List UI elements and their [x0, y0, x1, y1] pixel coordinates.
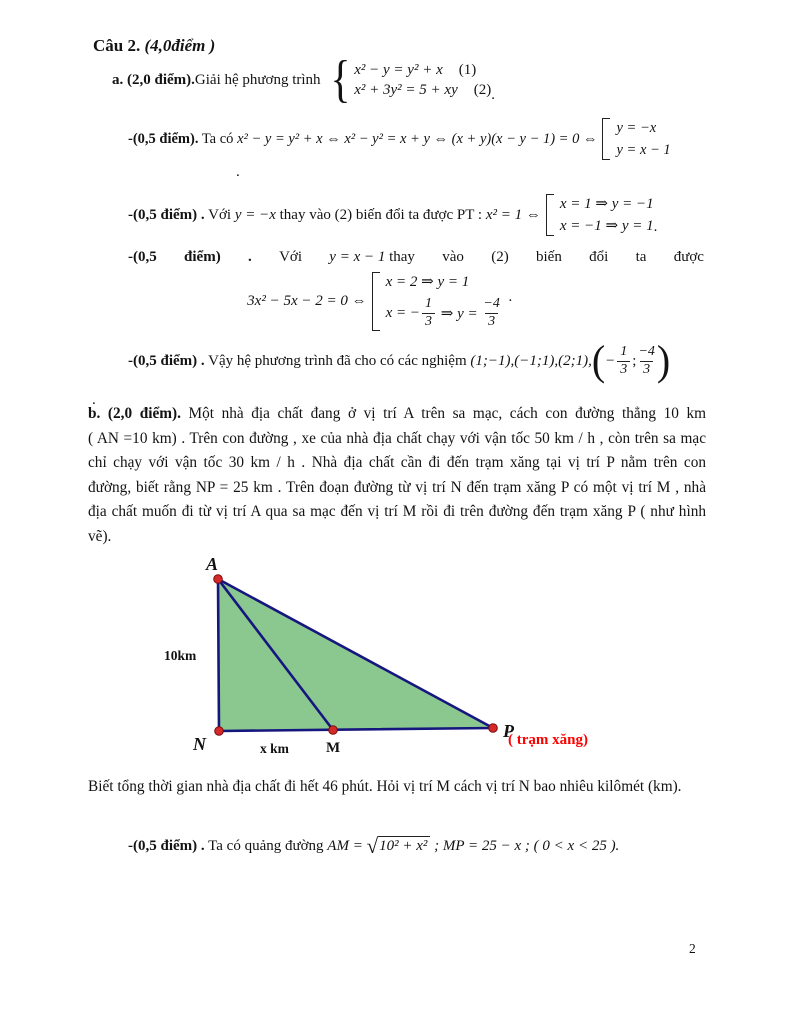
radical-sign: √ — [366, 834, 379, 858]
step-3-math-group — [329, 249, 415, 266]
page-number: 2 — [689, 941, 696, 956]
eq2-math: x² + 3y² = 5 + xy — [354, 81, 458, 98]
triangle-ANP — [218, 579, 493, 731]
part-a-intro: Giải hệ phương trình — [194, 71, 325, 88]
step-2-math1: y = −x — [234, 206, 276, 223]
question-heading — [93, 36, 215, 56]
step-3-word: được — [673, 249, 704, 265]
step-5-math2: ; MP = 25 − x ; ( 0 < x < 25 ). — [430, 838, 620, 854]
step-3-word: điểm) — [184, 249, 221, 265]
system-eq1 — [354, 62, 491, 79]
fraction — [422, 296, 435, 331]
lone-period-2: . — [92, 392, 96, 408]
left-bracket — [546, 194, 554, 236]
label-P: P — [503, 721, 514, 741]
eq1-tag: (1) — [458, 61, 477, 78]
center-equation-wrap — [0, 272, 792, 331]
square-root — [367, 836, 431, 857]
case-line: y = x − 1 — [616, 142, 671, 158]
step-1 — [128, 118, 671, 160]
step-4 — [128, 337, 671, 385]
question-number: Câu 2. — [93, 36, 141, 55]
radicand: 10² + x² — [378, 836, 430, 855]
vertex-dot-M — [329, 726, 338, 735]
step-4-text: Vậy hệ phương trình đã cho có các nghiệm — [204, 352, 471, 369]
vertex-dot-N — [215, 727, 224, 736]
case-line: x = 1 ⇒ y = −1 — [559, 196, 654, 212]
part-b-label: b. (2,0 điểm). — [88, 405, 181, 422]
center-equation — [247, 272, 513, 331]
step-2-period: . — [653, 219, 658, 235]
fraction — [638, 344, 654, 379]
center-eq-cases — [372, 272, 502, 331]
label-N: N — [193, 734, 206, 754]
fraction — [617, 344, 630, 379]
step-4-minus: − — [605, 352, 616, 369]
part-b-paragraph — [88, 402, 706, 549]
step-1-math: x² − y = y² + x ⇔ x² − y² = x + y ⇔ (x + y)(x − y − 1) = 0 ⇔ — [237, 130, 598, 147]
step-5 — [128, 836, 619, 857]
step-3-word: thay — [385, 249, 415, 265]
step-4-semicolon: ; — [632, 352, 637, 369]
system-period: . — [491, 86, 495, 103]
left-bracket — [602, 118, 610, 160]
step-3 — [128, 249, 704, 266]
step-2-label: -(0,5 điểm) . — [128, 206, 205, 223]
part-b-text: Một nhà địa chất đang ở vị trí A trên sa mạc, cách con đường thẳng 10 km — [180, 405, 706, 422]
step-3-word: (2) — [491, 249, 509, 265]
part-b-line: đường, biết rằng NP = 25 km . Trên đoạn đường từ vị trí N đến trạm xăng P có một vị trí M , nhà — [88, 478, 706, 496]
part-a-label: a. (2,0 điểm). — [112, 71, 195, 88]
step-1-text: Ta có — [198, 130, 238, 147]
label-x-km: x km — [260, 741, 289, 756]
step-2-math2: x² = 1 ⇔ — [485, 206, 541, 223]
question-points: (4,0điểm ) — [144, 36, 216, 55]
big-right-paren: ) — [656, 337, 671, 385]
case-line: x = 2 ⇒ y = 1 — [385, 274, 470, 290]
vertex-dot-A — [214, 575, 223, 584]
step-5-math1: AM = — [327, 838, 367, 854]
part-b-line: vẽ). — [88, 527, 112, 545]
denominator: 3 — [485, 313, 498, 331]
case-line: y = −x — [616, 120, 657, 136]
step-3-word: -(0,5 — [128, 249, 157, 265]
big-left-paren: ( — [591, 337, 606, 385]
step-3-word: biến — [536, 249, 562, 265]
step-3-word: . — [248, 249, 252, 265]
part-b-line: địa chất muốn đi từ vị trí A qua sa mạc đến vị trí M rồi đi trên đường đến trạm xăng P ( như hình — [88, 503, 706, 520]
step-1-cases — [602, 118, 670, 160]
center-eq-lhs: 3x² − 5x − 2 = 0 ⇔ — [247, 292, 367, 309]
numerator: 1 — [620, 344, 628, 359]
step-2 — [128, 194, 657, 236]
system-eq2 — [354, 82, 491, 99]
case-line: x = −1 ⇒ y = 1 — [559, 218, 654, 234]
fraction — [483, 296, 499, 331]
case-math: x = − — [385, 304, 421, 321]
numerator: 1 — [425, 296, 433, 311]
step-2-cases — [546, 194, 654, 236]
left-bracket — [372, 272, 380, 331]
label-M: M — [326, 740, 341, 756]
part-a-line — [112, 51, 495, 108]
label-10km: 10km — [164, 648, 197, 663]
triangle-svg — [110, 552, 710, 767]
triangle-figure — [110, 552, 710, 772]
case-line-fraction — [386, 296, 502, 331]
lone-period-1: . — [236, 164, 240, 180]
step-5-text: Ta có quảng đường — [204, 838, 328, 854]
part-b-line — [88, 402, 706, 427]
part-b-line: chỉ chạy với vận tốc 30 km / h . Nhà địa chất cần đi đến trạm xăng tại vị trí P nằm trên con — [88, 454, 706, 471]
step-3-word: ta — [635, 249, 647, 265]
eq2-tag: (2) — [473, 81, 492, 98]
denominator: 3 — [422, 313, 435, 331]
step-4-label: -(0,5 điểm) . — [128, 352, 205, 369]
step-5-label: -(0,5 điểm) . — [128, 838, 205, 854]
denominator: 3 — [617, 361, 630, 379]
numerator: −4 — [638, 344, 655, 359]
step-4-solutions: (1;−1),(−1;1),(2;1), — [470, 352, 592, 369]
label-tram-xang: ( trạm xăng) — [508, 732, 588, 748]
center-eq-enddot: · — [507, 292, 513, 309]
step-3-math: y = x − 1 — [329, 249, 386, 265]
step-1-label: -(0,5 điểm). — [128, 130, 199, 147]
equation-system — [354, 62, 491, 99]
step-3-word: vào — [442, 249, 464, 265]
denominator: 3 — [640, 361, 653, 379]
system-brace: { — [330, 51, 351, 108]
step-3-word: Với — [279, 249, 302, 265]
eq1-math: x² − y = y² + x — [354, 61, 443, 78]
part-b-line: ( AN =10 km) . Trên con đường , xe của nhà địa chất chạy với vận tốc 50 km / h , còn trên sa mạc — [88, 429, 706, 447]
step-2-text1: Với — [204, 206, 235, 223]
numerator: −4 — [483, 296, 500, 311]
question-b-statement: Biết tổng thời gian nhà địa chất đi hết 46 phút. Hỏi vị trí M cách vị trí N bao nhiêu kilômét (km). — [88, 778, 682, 795]
step-2-text2: thay vào (2) biến đổi ta được PT : — [275, 206, 486, 223]
vertex-dot-P — [489, 724, 498, 733]
label-A: A — [206, 554, 219, 574]
step-3-word: đổi — [589, 249, 609, 265]
case-math: ⇒ y = — [437, 305, 482, 322]
